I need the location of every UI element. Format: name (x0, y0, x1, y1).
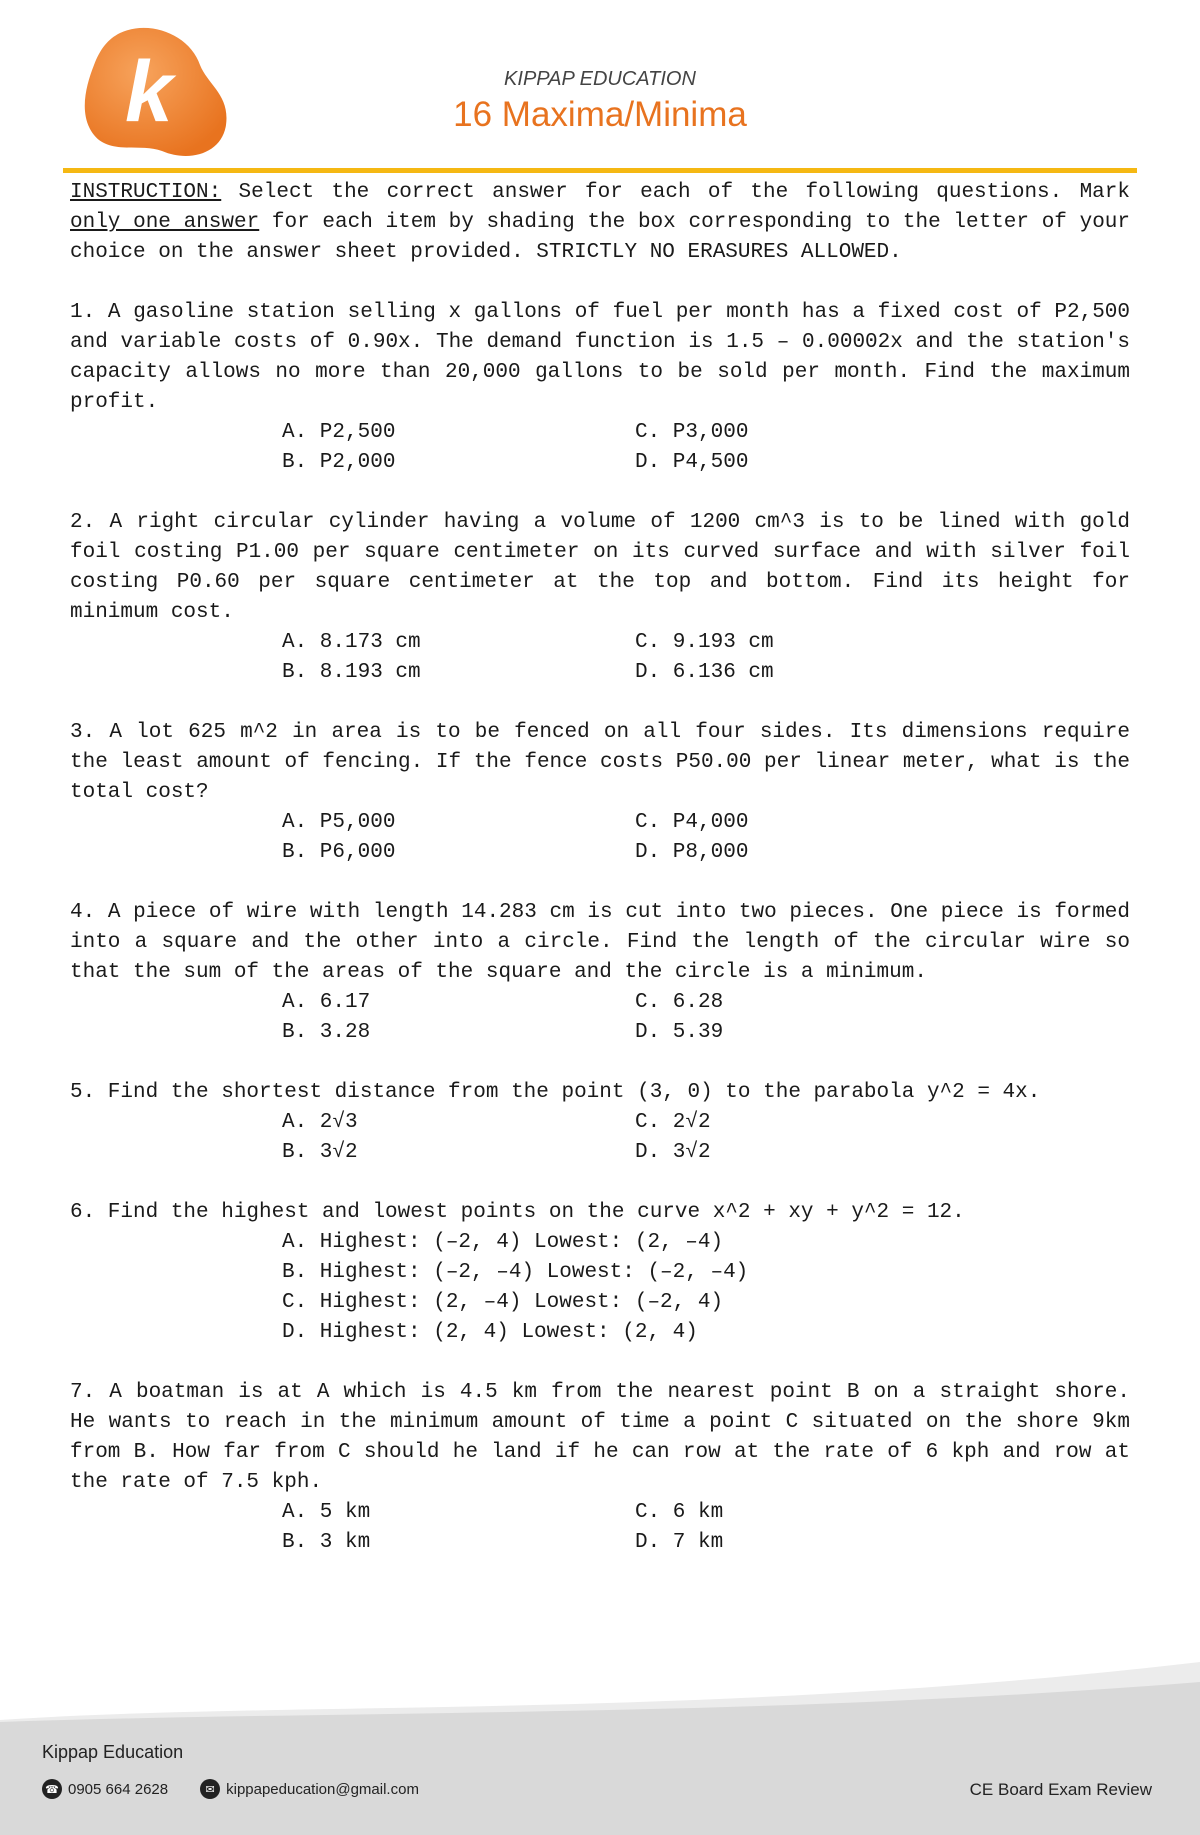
choice-c: C. P3,000 (635, 421, 749, 444)
choice-b: B. P2,000 (282, 451, 396, 474)
choice-a: A. 2√3 (282, 1111, 358, 1134)
logo-letter: k (125, 44, 173, 140)
choice-d: D. Highest: (2, 4) Lowest: (2, 4) (282, 1321, 698, 1344)
question-text: 2. A right circular cylinder having a volume of 1200 cm^3 is to be lined with gold foil costing P1.00 per square centimeter on its curved surface and with silver foil costing P0.60 per square centimeter at the top and bottom. Find its height for minimum cost. (70, 511, 1130, 624)
choice-d: D. P4,500 (635, 451, 749, 474)
choice-b: B. 3√2 (282, 1141, 358, 1164)
answer-choices (282, 418, 1130, 478)
question-4 (70, 898, 1130, 1048)
page-title: 16 Maxima/Minima (453, 95, 747, 134)
choice-a: A. 6.17 (282, 991, 371, 1014)
choice-d: D. 3√2 (635, 1141, 711, 1164)
choice-d: D. 7 km (635, 1531, 724, 1554)
brand-name: KIPPAP EDUCATION (504, 68, 696, 90)
footer-contact (42, 1779, 419, 1799)
answer-choices (282, 1108, 1130, 1168)
document-body (70, 178, 1130, 1558)
choice-a: A. P5,000 (282, 811, 396, 834)
question-text: 4. A piece of wire with length 14.283 cm is cut into two pieces. One piece is formed into a square and the other into a circle. Find the length of the circular wire so that the sum of the areas of the square and the circle is a minimum. (70, 901, 1130, 984)
header (400, 68, 800, 135)
choice-b: B. 3 km (282, 1531, 371, 1554)
choice-a: A. 8.173 cm (282, 631, 421, 654)
question-7 (70, 1378, 1130, 1558)
question-5 (70, 1078, 1130, 1168)
question-text: 7. A boatman is at A which is 4.5 km from the nearest point B on a straight shore. He wants to reach in the minimum amount of time a point C situated on the shore 9km from B. How far from C should he land if he can row at the rate of 6 kph and row at the rate of 7.5 kph. (70, 1381, 1130, 1494)
question-text: 1. A gasoline station selling x gallons of fuel per month has a fixed cost of P2,500 and variable costs of 0.90x. The demand function is 1.5 – 0.00002x and the station's capacity allows no more than 20,000 gallons to be sold per month. Find the maximum profit. (70, 301, 1130, 414)
choice-a: A. Highest: (–2, 4) Lowest: (2, –4) (282, 1231, 724, 1254)
question-text: 5. Find the shortest distance from the point (3, 0) to the parabola y^2 = 4x. (70, 1081, 1041, 1104)
question-6 (70, 1198, 1130, 1348)
instruction-emphasis: only one answer (70, 211, 260, 234)
choice-c: C. 2√2 (635, 1111, 711, 1134)
choice-b: B. 3.28 (282, 1021, 371, 1044)
choice-c: C. Highest: (2, –4) Lowest: (–2, 4) (282, 1291, 724, 1314)
question-1 (70, 298, 1130, 478)
question-text: 6. Find the highest and lowest points on the curve x^2 + xy + y^2 = 12. (70, 1201, 965, 1224)
choice-c: C. 6.28 (635, 991, 724, 1014)
question-3 (70, 718, 1130, 868)
instruction-label: INSTRUCTION: (70, 181, 222, 204)
answer-choices (282, 1228, 1130, 1348)
choice-c: C. 6 km (635, 1501, 724, 1524)
footer-company: Kippap Education (42, 1742, 184, 1762)
answer-choices (282, 1498, 1130, 1558)
instruction-text: Select the correct answer for each of the following questions. Mark (221, 181, 1130, 204)
footer-tagline: CE Board Exam Review (969, 1780, 1152, 1799)
footer-phone: 0905 664 2628 (68, 1780, 169, 1798)
answer-choices (282, 988, 1130, 1048)
choice-b: B. 8.193 cm (282, 661, 421, 684)
header-divider (63, 168, 1137, 173)
phone-icon: ☎ (42, 1779, 62, 1799)
choice-a: A. 5 km (282, 1501, 371, 1524)
choice-d: D. 5.39 (635, 1021, 724, 1044)
choice-b: B. P6,000 (282, 841, 396, 864)
choice-c: C. P4,000 (635, 811, 749, 834)
choice-c: C. 9.193 cm (635, 631, 774, 654)
choice-d: D. 6.136 cm (635, 661, 774, 684)
choice-b: B. Highest: (–2, –4) Lowest: (–2, –4) (282, 1261, 749, 1284)
choice-d: D. P8,000 (635, 841, 749, 864)
email-icon: ✉ (200, 1779, 220, 1799)
question-text: 3. A lot 625 m^2 in area is to be fenced on all four sides. Its dimensions require the least amount of fencing. If the fence costs P50.00 per linear meter, what is the total cost? (70, 721, 1130, 804)
answer-choices (282, 808, 1130, 868)
footer-email: kippapeducation@gmail.com (226, 1780, 419, 1798)
kippap-logo (80, 25, 230, 160)
instruction-paragraph (70, 178, 1130, 268)
answer-choices (282, 628, 1130, 688)
question-2 (70, 508, 1130, 688)
instruction-text-continued: for each item by shading the box corresponding to the letter of your choice on the answer sheet provided. STRICTLY NO ERASURES ALLOWED. (70, 211, 1131, 264)
choice-a: A. P2,500 (282, 421, 396, 444)
